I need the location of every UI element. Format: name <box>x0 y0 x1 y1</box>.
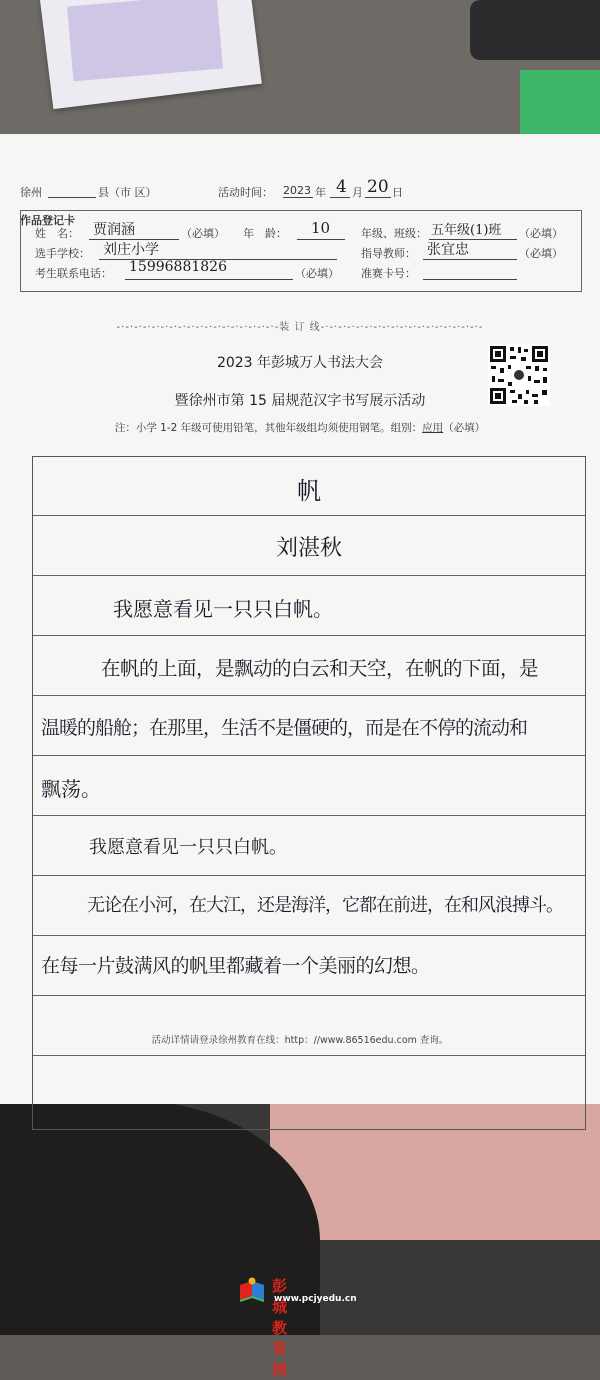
teacher-required: （必填） <box>519 247 563 260</box>
class-required: （必填） <box>519 227 563 240</box>
day-underline <box>365 197 391 198</box>
purple-folder <box>67 0 223 81</box>
dark-device <box>470 0 600 60</box>
phone-required: （必填） <box>295 267 339 280</box>
poem-line-6: 无论在小河，在大江，还是海洋，它都在前进，在和风浪搏斗。 <box>87 895 563 916</box>
grid-line <box>33 935 585 936</box>
grid-line <box>33 515 585 516</box>
class-label: 年级、班级： <box>361 227 427 240</box>
exam-label: 准赛卡号： <box>361 267 416 280</box>
watermark-name: 彭城教育网 <box>272 1277 289 1379</box>
poem-line-5: 我愿意看见一只只白帆。 <box>89 837 287 858</box>
day-value: 20 <box>367 177 389 197</box>
name-value: 贾润涵 <box>93 222 135 238</box>
grid-line <box>33 995 585 996</box>
binding-line: -·-·-·-·-·-·-·-·-·-·-·-·-·-·-·-·-·-·-装 订 线-·-·-·-·-·-·-·-·-·-·-·-·-·-·-·-·-·-·- <box>116 322 484 333</box>
teacher-underline <box>423 259 517 260</box>
instruction-note <box>0 420 600 435</box>
year-unit: 年 <box>315 186 326 199</box>
name-label: 姓 名： <box>35 227 79 240</box>
card-title: 作品登记卡 <box>20 214 75 227</box>
month-unit: 月 <box>352 186 363 199</box>
note-required: （必填） <box>443 422 486 434</box>
class-value: 五年级(1)班 <box>431 223 502 238</box>
month-underline <box>330 197 350 198</box>
age-label: 年 龄： <box>243 227 287 240</box>
poem-title: 帆 <box>297 477 321 505</box>
note-text: 注：小学 1-2 年级可使用铅笔，其他年级组均须使用钢笔。组别： <box>114 422 423 434</box>
footer-text: 活动详情请登录徐州教育在线：http：//www.86516edu.com 查询。 <box>151 1035 449 1046</box>
poem-line-1: 我愿意看见一只只白帆。 <box>113 597 333 621</box>
grid-line <box>33 635 585 636</box>
school-label: 选手学校： <box>35 247 90 260</box>
registration-card <box>20 210 582 292</box>
name-required: （必填） <box>181 227 225 240</box>
heading-line2: 暨徐州市第 15 届规范汉字书写展示活动 <box>174 393 426 409</box>
school-value: 刘庄小学 <box>103 242 159 258</box>
poem-line-7: 在每一片鼓满风的帆里都藏着一个美丽的幻想。 <box>41 955 430 977</box>
teacher-value: 张宜忠 <box>427 242 469 258</box>
grid-line <box>33 875 585 876</box>
group-value: 应用 <box>422 422 444 434</box>
county-blank <box>48 197 96 198</box>
poem-line-4: 飘荡。 <box>41 777 101 801</box>
grid-line <box>33 1055 585 1056</box>
phone-underline <box>125 279 293 280</box>
day-unit: 日 <box>392 186 403 199</box>
teacher-label: 指导教师： <box>361 247 416 260</box>
writing-grid <box>32 456 586 1130</box>
calligraphy-sheet <box>0 134 600 1104</box>
phone-value: 15996881826 <box>129 259 227 275</box>
year-underline <box>283 197 313 198</box>
year-value: 2023 <box>283 184 311 197</box>
city-label: 徐州 <box>20 186 42 199</box>
age-underline <box>297 239 345 240</box>
date-label: 活动时间： <box>218 186 273 199</box>
age-value: 10 <box>311 219 331 237</box>
qr-code-icon <box>488 344 550 406</box>
poem-author: 刘湛秋 <box>275 536 342 561</box>
poem-line-2: 在帆的上面，是飘动的白云和天空，在帆的下面，是 <box>101 657 539 680</box>
watermark-url: www.pcjyedu.cn <box>274 1294 357 1304</box>
heading-line1: 2023 年彭城万人书法大会 <box>216 355 384 371</box>
grid-line <box>33 575 585 576</box>
phone-label: 考生联系电话： <box>35 267 112 280</box>
grid-line <box>33 755 585 756</box>
book-logo-icon <box>238 1277 266 1303</box>
month-value: 4 <box>336 177 347 197</box>
exam-underline <box>423 279 517 280</box>
grid-line <box>33 815 585 816</box>
grid-line <box>33 695 585 696</box>
poem-line-3: 温暖的船舱；在那里，生活不是僵硬的，而是在不停的流动和 <box>41 717 528 739</box>
county-label: 县（市 区） <box>98 186 157 199</box>
